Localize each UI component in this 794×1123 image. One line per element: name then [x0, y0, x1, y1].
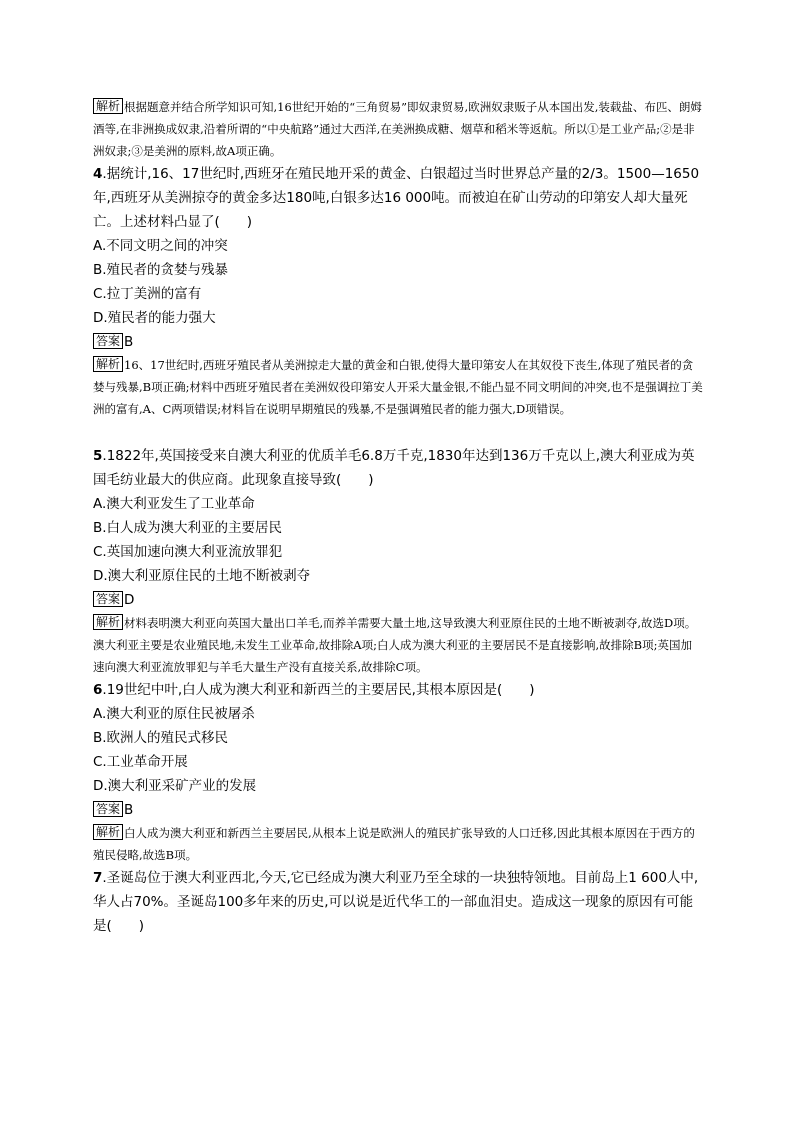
answer-value: B	[124, 334, 134, 350]
question-5	[93, 444, 703, 492]
question-number: 5	[93, 448, 103, 464]
question-stem: .圣诞岛位于澳大利亚西北,今天,它已经成为澳大利亚乃至全球的一块独特领地。目前岛上1 600人中,华人占70%。圣诞岛100多年来的历史,可以说是近代华工的一部血泪史。造成这一现象的原因有可能是( )	[93, 870, 699, 934]
question-6	[93, 678, 703, 702]
option-a: A.不同文明之间的冲突	[93, 238, 228, 254]
question-number: 6	[93, 682, 103, 698]
q5-explanation	[93, 612, 703, 678]
explanation-text: 白人成为澳大利亚和新西兰主要居民,从根本上说是欧洲人的殖民扩张导致的人口迁移,因此其根本原因在于西方的殖民侵略,故选B项。	[93, 826, 695, 862]
explanation-tag: 解析	[93, 98, 123, 114]
answer-line	[93, 588, 703, 612]
q3-explanation	[93, 96, 703, 162]
question-number: 4	[93, 166, 103, 182]
option-c: C.英国加速向澳大利亚流放罪犯	[93, 544, 283, 560]
answer-tag: 答案	[93, 591, 123, 607]
answer-line	[93, 798, 703, 822]
q6-explanation	[93, 822, 703, 866]
question-4	[93, 162, 703, 234]
question-stem: .据统计,16、17世纪时,西班牙在殖民地开采的黄金、白银超过当时世界总产量的2/3。1500—1650年,西班牙从美洲掠夺的黄金多达180吨,白银多达16 000吨。而被迫在矿山劳动的印第安人却大量死亡。上述材料凸显了( )	[93, 166, 700, 230]
question-number: 7	[93, 870, 103, 886]
answer-tag: 答案	[93, 801, 123, 817]
explanation-text: 16、17世纪时,西班牙殖民者从美洲掠走大量的黄金和白银,使得大量印第安人在其奴役下丧生,体现了殖民者的贪婪与残暴,B项正确;材料中西班牙殖民者在美洲奴役印第安人开采大量金银,不能凸显不同文明间的冲突,也不是强调拉丁美洲的富有,A、C两项错误;材料旨在说明早期殖民的残暴,不是强调殖民者的能力强大,D项错误。	[93, 358, 703, 416]
option-b: B.欧洲人的殖民式移民	[93, 730, 229, 746]
option-d: D.殖民者的能力强大	[93, 310, 216, 326]
explanation-text: 根据题意并结合所学知识可知,16世纪开始的“三角贸易”即奴隶贸易,欧洲奴隶贩子从本国出发,装载盐、布匹、朗姆酒等,在非洲换成奴隶,沿着所谓的“中央航路”通过大西洋,在美洲换成糖、烟草和稻米等返航。所以①是工业产品;②是非洲奴隶;③是美洲的原料,故A项正确。	[93, 100, 702, 158]
option-d: D.澳大利亚采矿产业的发展	[93, 778, 257, 794]
answer-value: D	[124, 592, 135, 608]
answer-value: B	[124, 802, 134, 818]
spacer	[93, 420, 703, 444]
option-c: C.拉丁美洲的富有	[93, 286, 202, 302]
explanation-tag: 解析	[93, 614, 123, 630]
option-c: C.工业革命开展	[93, 754, 188, 770]
answer-line	[93, 330, 703, 354]
option-a: A.澳大利亚的原住民被屠杀	[93, 706, 255, 722]
q4-explanation	[93, 354, 703, 420]
question-stem: .19世纪中叶,白人成为澳大利亚和新西兰的主要居民,其根本原因是( )	[102, 682, 535, 698]
question-7	[93, 866, 703, 938]
option-a: A.澳大利亚发生了工业革命	[93, 496, 255, 512]
option-b: B.殖民者的贪婪与残暴	[93, 262, 229, 278]
question-stem: .1822年,英国接受来自澳大利亚的优质羊毛6.8万千克,1830年达到136万千克以上,澳大利亚成为英国毛纺业最大的供应商。此现象直接导致( )	[93, 448, 695, 488]
answer-tag: 答案	[93, 333, 123, 349]
explanation-text: 材料表明澳大利亚向英国大量出口羊毛,而养羊需要大量土地,这导致澳大利亚原住民的土地不断被剥夺,故选D项。澳大利亚主要是农业殖民地,未发生工业革命,故排除A项;白人成为澳大利亚的主要居民不是直接影响,故排除B项;英国加速向澳大利亚流放罪犯与羊毛大量生产没有直接关系,故排除C项。	[93, 616, 697, 674]
document-page	[93, 96, 703, 938]
explanation-tag: 解析	[93, 824, 123, 840]
option-d: D.澳大利亚原住民的土地不断被剥夺	[93, 568, 311, 584]
explanation-tag: 解析	[93, 356, 123, 372]
option-b: B.白人成为澳大利亚的主要居民	[93, 520, 283, 536]
